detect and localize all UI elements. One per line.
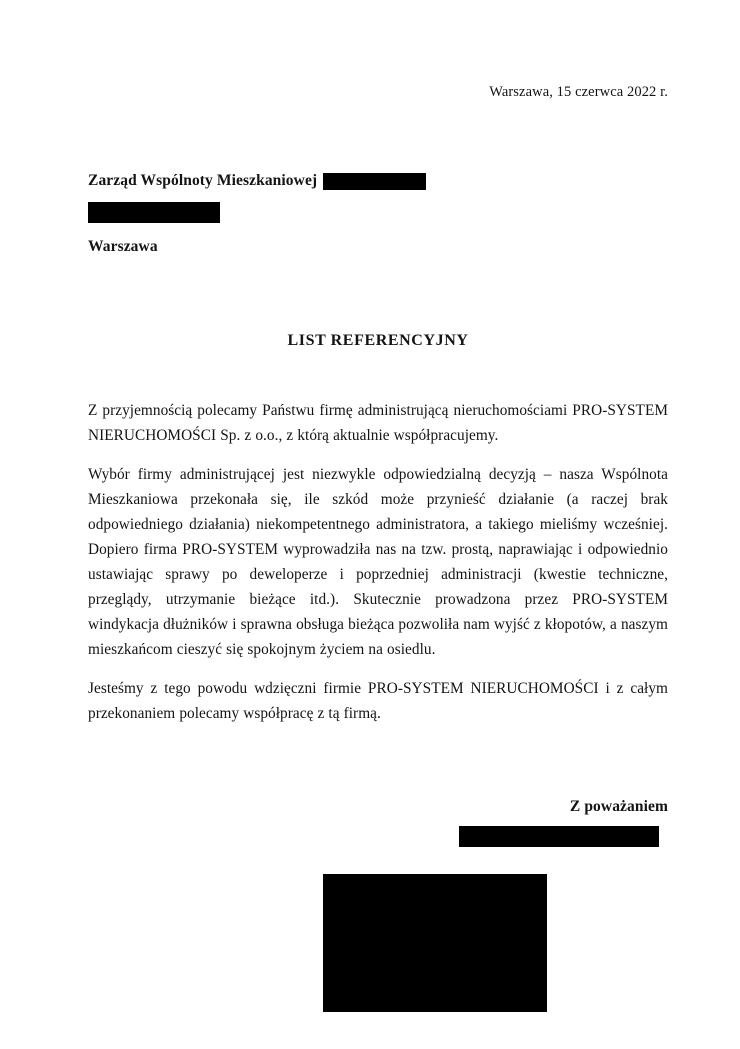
body-paragraph-3: Jesteśmy z tego powodu wdzięczni firmie PRO-SYSTEM NIERUCHOMOŚCI i z całym przekonaniem polecamy współpracę z tą firmą. bbox=[88, 680, 668, 722]
letter-body bbox=[88, 398, 668, 726]
addressee-line-1 bbox=[88, 170, 668, 192]
closing-salutation: Z poważaniem bbox=[569, 798, 668, 815]
redaction-bar-addressee-name bbox=[323, 173, 426, 190]
page-title: LIST REFERENCYJNY bbox=[287, 332, 469, 349]
body-paragraph-1: Z przyjemnością polecamy Państwu firmę administrującą nieruchomościami PRO-SYSTEM NIERUCHOMOŚCI Sp. z o.o., z którą aktualnie współpracujemy. bbox=[88, 402, 668, 444]
body-paragraph-2: Wybór firmy administrującej jest niezwykle odpowiedzialną decyzją – nasza Wspólnota Mieszkaniowa przekonała się, ile szkód może przynieść działanie (a raczej brak odpowiedniego działania) niekompetentnego administratora, a takiego mieliśmy wcześniej. Dopiero firma PRO-SYSTEM wyprowadziła nas na tzw. prostą, naprawiając i odpowiednio ustawiając sprawy po deweloperze i poprzedniej administracji (kwestie techniczne, przeglądy, utrzymanie bieżące itd.). Skutecznie prowadzona przez PRO-SYSTEM windykacja dłużników i sprawna obsługa bieżąca pozwoliła nam wyjść z kłopotów, a naszym mieszkańcom cieszyć się spokojnym życiem na osiedlu. bbox=[88, 466, 668, 658]
redaction-bar-signature bbox=[459, 826, 659, 847]
addressee-organization-label: Zarząd Wspólnoty Mieszkaniowej bbox=[88, 171, 318, 189]
redaction-block-stamp bbox=[323, 874, 547, 1012]
date-line: Warszawa, 15 czerwca 2022 r. bbox=[489, 84, 668, 100]
addressee-block bbox=[88, 170, 668, 223]
addressee-city: Warszawa bbox=[88, 238, 158, 255]
redaction-bar-addressee-address bbox=[88, 202, 220, 223]
addressee-line-2 bbox=[88, 201, 668, 223]
